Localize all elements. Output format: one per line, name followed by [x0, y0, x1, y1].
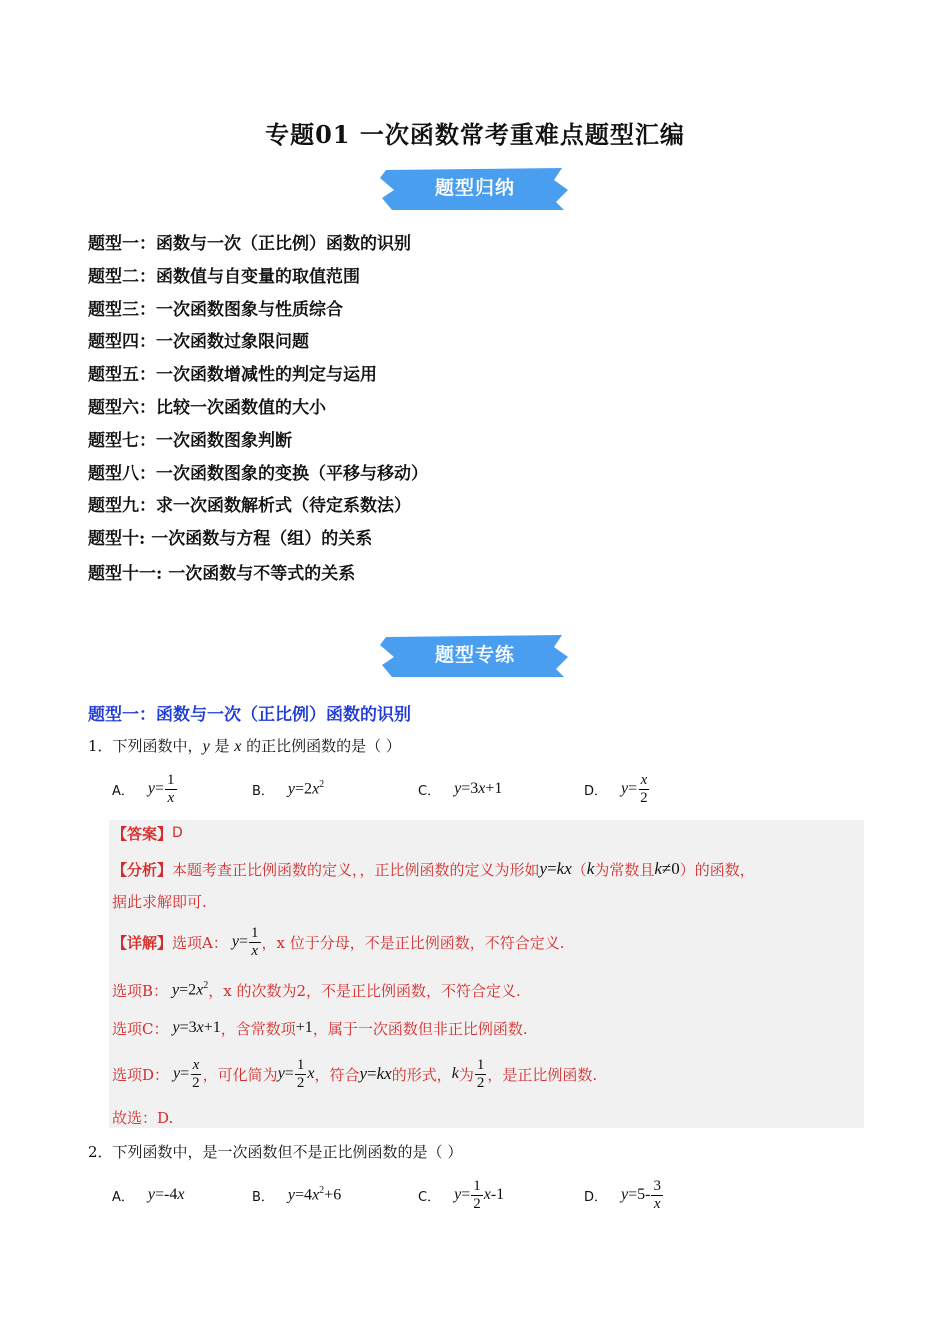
question-text: 下列函数中，是一次函数但不是正比例函数的是（ ）: [112, 1143, 463, 1161]
question-1-options: [112, 766, 832, 812]
toc-item: 题型四：一次函数过象限问题: [88, 332, 309, 353]
formula: k: [451, 1065, 459, 1082]
page-title: 专题01 一次函数常考重难点题型汇编: [265, 120, 685, 149]
answer-line: [112, 822, 183, 844]
formula: y= $\frac{1}{2}$ x-1: [454, 1177, 505, 1212]
toc-item: 题型三：一次函数图象与性质综合: [88, 299, 343, 320]
detail-text: 选项C：: [112, 1019, 169, 1038]
detail-line-a: [112, 920, 565, 964]
banner-practice: [380, 633, 570, 679]
analysis-tag: 【分析】: [112, 860, 173, 879]
formula: k: [586, 859, 595, 878]
formula: y=5- $\frac{3}{x}$: [621, 1177, 661, 1212]
formula: y= $\frac{1}{x}$: [147, 771, 175, 806]
question-number: 1．: [88, 737, 113, 755]
toc-item: 题型七：一次函数图象判断: [88, 430, 292, 451]
detail-tag: 【详解】: [112, 933, 173, 952]
formula: y=3x+1: [168, 1019, 221, 1036]
analysis-text: 为常数且: [594, 860, 655, 879]
formula: $y=4x^2+6$: [287, 1185, 342, 1204]
formula: k≠0: [654, 859, 680, 878]
option-label: C．: [418, 1189, 441, 1205]
detail-text: ，符合: [314, 1065, 360, 1084]
option-b[interactable]: [252, 1172, 341, 1218]
detail-text: 选项B：: [112, 981, 169, 1000]
detail-text: ，x 位于分母，不是正比例函数，不符合定义.: [261, 933, 565, 952]
option-label: B．: [252, 1189, 274, 1205]
option-a[interactable]: [112, 766, 178, 812]
option-d[interactable]: [584, 1172, 664, 1218]
formula: y=3x+1: [454, 780, 503, 797]
question-text: 下列函数中，: [112, 737, 203, 755]
formula: y= $\frac{1}{2}$ x: [277, 1056, 315, 1091]
detail-line-b: [112, 977, 521, 1003]
analysis-text: 据此求解即可.: [112, 892, 207, 911]
option-label: C．: [418, 783, 441, 799]
detail-text: ，属于一次函数但非正比例函数.: [312, 1019, 528, 1038]
toc-item: 题型八：一次函数图象的变换（平移与移动）: [88, 463, 428, 484]
toc-item: 题型六：比较一次函数值的大小: [88, 397, 326, 418]
var-x: x: [234, 738, 242, 755]
detail-text: ，x 的次数为2，不是正比例函数，不符合定义.: [208, 981, 521, 1000]
var-y: y: [202, 738, 210, 755]
option-label: D．: [584, 1189, 608, 1205]
question-text: 的正比例函数的是（ ）: [241, 737, 401, 755]
formula: y=-4x: [147, 1186, 185, 1203]
detail-text: ，含常数项: [220, 1019, 296, 1038]
banner-question-types: [380, 166, 570, 212]
answer-tag: 【答案】: [112, 824, 173, 843]
option-label: A．: [112, 783, 134, 799]
banner-title: 题型专练: [434, 644, 515, 666]
option-c[interactable]: [418, 1172, 504, 1218]
analysis-line: [112, 890, 207, 912]
detail-text: 选项D：: [112, 1065, 170, 1084]
formula: y= $\frac{x}{2}$: [621, 771, 648, 806]
conclusion-line: [112, 1106, 173, 1128]
analysis-text: （: [571, 860, 587, 879]
option-a[interactable]: [112, 1172, 184, 1218]
analysis-line: [112, 855, 755, 883]
detail-text: ，可化简为: [202, 1065, 278, 1084]
option-c[interactable]: [418, 766, 502, 812]
formula: y=kx: [539, 859, 572, 878]
detail-line-c: [112, 1015, 528, 1041]
toc-item: 题型五：一次函数增减性的判定与运用: [88, 365, 377, 386]
option-b[interactable]: [252, 766, 324, 812]
conclusion-text: 故选：D.: [112, 1108, 174, 1127]
toc-item: 题型十: 一次函数与方程（组）的关系: [88, 529, 373, 550]
question-1-stem: [88, 735, 401, 756]
toc-item: 题型十一: 一次函数与不等式的关系: [88, 563, 356, 584]
formula: $y=2x^2$: [287, 779, 325, 798]
question-2-options: [112, 1172, 832, 1218]
detail-line-d: [112, 1052, 597, 1096]
toc-item: 题型九：求一次函数解析式（待定系数法）: [88, 496, 411, 517]
formula: $y=2x^2$: [168, 980, 209, 999]
option-label: D．: [584, 783, 608, 799]
analysis-text: ）的函数，: [679, 860, 755, 879]
question-2-stem: [88, 1141, 462, 1162]
section-heading: 题型一：函数与一次（正比例）函数的识别: [88, 705, 411, 725]
toc-list: [88, 228, 428, 591]
formula: y=kx: [359, 1064, 392, 1083]
detail-text: 选项A：: [172, 933, 228, 952]
option-label: B．: [252, 783, 274, 799]
toc-item: 题型一：函数与一次（正比例）函数的识别: [88, 234, 411, 254]
detail-text: 的形式，: [391, 1065, 452, 1084]
formula: y= $\frac{x}{2}$: [169, 1056, 200, 1091]
banner-title: 题型归纳: [434, 177, 515, 199]
formula: +1: [295, 1019, 313, 1036]
detail-text: 为: [458, 1065, 474, 1084]
formula: $\frac{1}{2}$: [476, 1056, 485, 1091]
formula: y= $\frac{1}{x}$: [227, 924, 259, 959]
question-number: 2．: [88, 1143, 113, 1161]
question-text: 是: [209, 737, 235, 755]
option-label: A．: [112, 1189, 134, 1205]
answer-value: D: [172, 825, 183, 841]
toc-item: 题型二：函数值与自变量的取值范围: [88, 266, 360, 287]
analysis-text: 本题考查正比例函数的定义，，正比例函数的定义为形如: [172, 860, 540, 879]
detail-text: ，是正比例函数.: [487, 1065, 598, 1084]
option-d[interactable]: [584, 766, 651, 812]
